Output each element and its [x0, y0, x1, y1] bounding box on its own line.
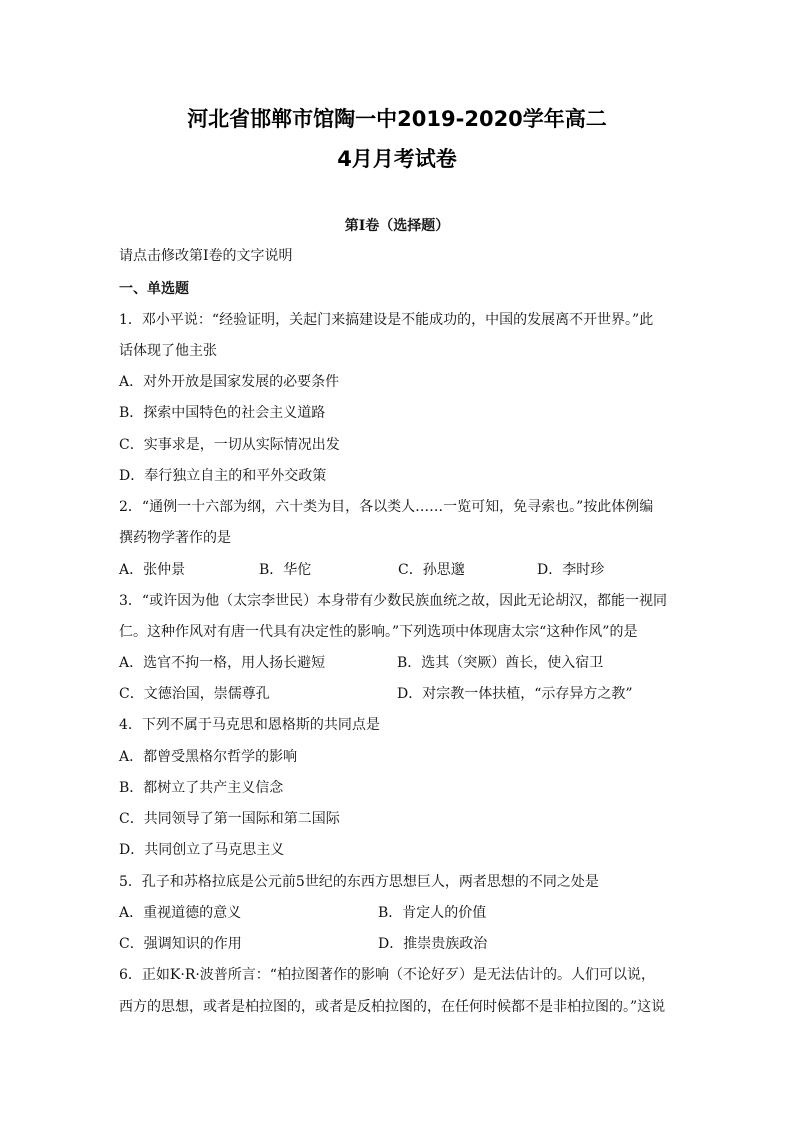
q6-stem-line1: 6．正如K·R·波普所言：“柏拉图著作的影响（不论好歹）是无法估计的。人们可以说，: [119, 967, 655, 983]
part-title: 一、单选题: [119, 281, 189, 297]
q2-option-c: C．孙思邈: [398, 562, 465, 578]
q3-option-d: D．对宗教一体扶植，“示存异方之教”: [397, 686, 633, 702]
q5-option-c: C．强调知识的作用: [119, 936, 242, 952]
q4-option-c: C．共同领导了第一国际和第二国际: [119, 811, 340, 827]
q1-option-b: B．探索中国特色的社会主义道路: [119, 405, 326, 421]
q2-stem-line2: 撰药物学著作的是: [119, 530, 231, 546]
q1-stem-line1: 1．邓小平说：“经验证明，关起门来搞建设是不能成功的，中国的发展离不开世界。”此: [119, 312, 654, 328]
q1-option-d: D．奉行独立自主的和平外交政策: [119, 468, 327, 484]
q5-stem-line1: 5．孔子和苏格拉底是公元前5世纪的东西方思想巨人，两者思想的不同之处是: [119, 874, 599, 890]
q3-option-a: A．选官不拘一格，用人扬长避短: [119, 655, 326, 671]
q4-option-a: A．都曾受黑格尔哲学的影响: [119, 749, 298, 765]
q3-stem-line1: 3．“或许因为他（太宗李世民）本身带有少数民族血统之故，因此无论胡汉，都能一视同: [119, 593, 668, 609]
q1-option-c: C．实事求是，一切从实际情况出发: [119, 437, 340, 453]
q3-stem-line2: 仁。这种作风对有唐一代具有决定性的影响。”下列选项中体现唐太宗“这种作风”的是: [119, 624, 638, 640]
q2-stem-line1: 2．“通例一十六部为纲，六十类为目，各以类人……一览可知，免寻索也。”按此体例编: [119, 499, 654, 515]
exam-title-line1: 河北省邯郸市馆陶一中2019-2020学年高二: [187, 107, 607, 131]
q4-stem-line1: 4．下列不属于马克思和恩格斯的共同点是: [119, 717, 380, 733]
q4-option-b: B．都树立了共产主义信念: [119, 780, 284, 796]
q5-option-d: D．推崇贵族政治: [378, 936, 488, 952]
q6-stem-line2: 西方的思想，或者是柏拉图的，或者是反柏拉图的，在任何时候都不是非柏拉图的。”这说: [119, 999, 666, 1015]
section-title: 第I卷（选择题）: [344, 218, 450, 234]
q5-option-a: A．重视道德的意义: [119, 905, 242, 921]
q2-option-a: A．张仲景: [119, 562, 186, 578]
q3-option-b: B．选其（突厥）酋长，使入宿卫: [397, 655, 604, 671]
q3-option-c: C．文德治国，崇儒尊孔: [119, 686, 270, 702]
section-note: 请点击修改第I卷的文字说明: [119, 248, 293, 264]
q5-option-b: B．肯定人的价值: [378, 905, 487, 921]
q4-option-d: D．共同创立了马克思主义: [119, 842, 285, 858]
exam-title-line2: 4月月考试卷: [337, 147, 457, 171]
q2-option-d: D．李时珍: [537, 562, 605, 578]
q1-option-a: A．对外开放是国家发展的必要条件: [119, 374, 340, 390]
q1-stem-line2: 话体现了他主张: [119, 343, 217, 359]
q2-option-b: B．华佗: [259, 562, 312, 578]
